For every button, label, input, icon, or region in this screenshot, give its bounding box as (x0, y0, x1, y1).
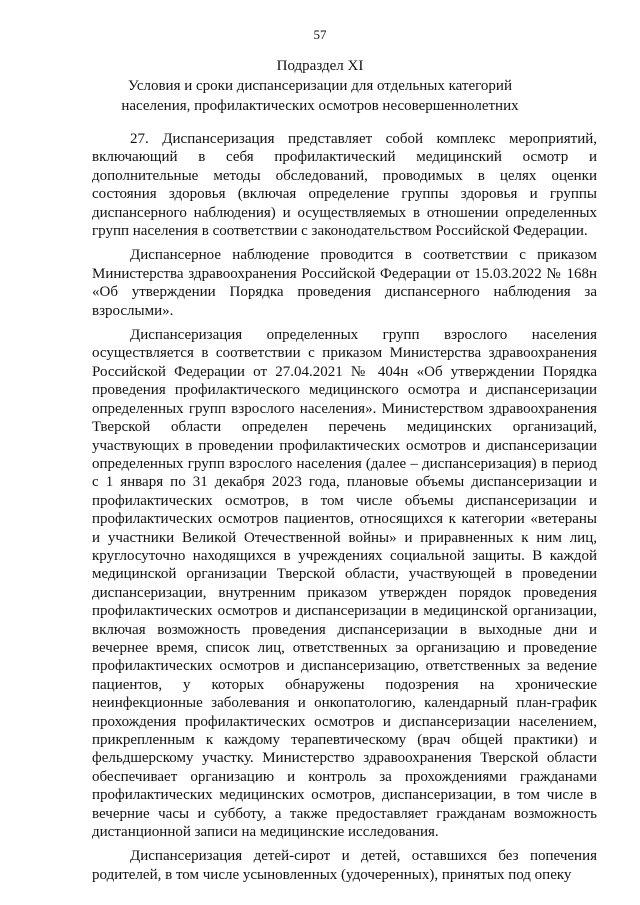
subsection-heading: Подраздел XI (276, 58, 364, 74)
document-body (92, 130, 597, 890)
paragraph-dispensary-observation: Диспансерное наблюдение проводится в соответствии с приказом Министерства здравоохранения Российской Федерации от 15.03.2022 № 168н «Об утверждении Порядка проведения диспансерного наблюдения за взрослыми». (92, 247, 597, 319)
section-title-line-2: населения, профилактических осмотров несовершеннолетних (121, 98, 519, 114)
page-number: 57 (313, 27, 327, 42)
section-title-line-1: Условия и сроки диспансеризации для отдельных категорий (128, 78, 512, 94)
paragraph-adult-screening: Диспансеризация определенных групп взрослого населения осуществляется в соответствии с приказом Министерства здравоохранения Российской Федерации от 27.04.2021 № 404н «Об утверждении Порядка проведения профилактического медицинского осмотра и диспансеризации определенных групп взрослого населения». Министерством здравоохранения Тверской области определен перечень медицинских организаций, участвующих в проведении профилактических осмотров и диспансеризации определенных групп взрослого населения (далее – диспансеризация) в период с 1 января по 31 декабря 2023 года, плановые объемы диспансеризации и профилактических осмотров, в том числе объемы диспансеризации и профилактических осмотров пациентов, относящихся к категории «ветераны и участники Великой Отечественной войны» и приравненных к ним лиц, круглосуточно находящихся в учреждениях социальной защиты. В каждой медицинской организации Тверской области, участвующей в проведении диспансеризации, внутренним приказом утвержден порядок проведения профилактических осмотров и диспансеризации в медицинской организации, включая возможность проведения диспансеризации в выходные дни и вечернее время, список лиц, ответственных за организацию и проведение профилактических осмотров и диспансеризацию, ответственных за ведение пациентов, у которых обнаружены подозрения на хронические неинфекционные заболевания и онкопатологию, календарный план-график прохождения профилактических осмотров и диспансеризации населением, прикрепленным к каждому терапевтическому (врач общей практики) и фельдшерскому участку. Министерство здравоохранения Тверской области обеспечивает организацию и контроль за прохождениями гражданами профилактических медицинских осмотров, диспансеризации, в том числе в вечерние часы и субботу, а также предоставляет гражданам возможность дистанционной записи на медицинские исследования. (92, 327, 597, 841)
paragraph-27: 27. Диспансеризация представляет собой комплекс мероприятий, включающий в себя профилактический медицинский осмотр и дополнительные методы обследований, проводимых в целях оценки состояния здоровья (включая определение группы здоровья и группы диспансерного наблюдения) и осуществляемых в отношении определенных групп населения в соответствии с законодательством Российской Федерации. (92, 131, 597, 240)
paragraph-orphans-screening: Диспансеризация детей-сирот и детей, оставшихся без попечения родителей, в том числе усыновленных (удочеренных), принятых под опеку (92, 848, 597, 883)
